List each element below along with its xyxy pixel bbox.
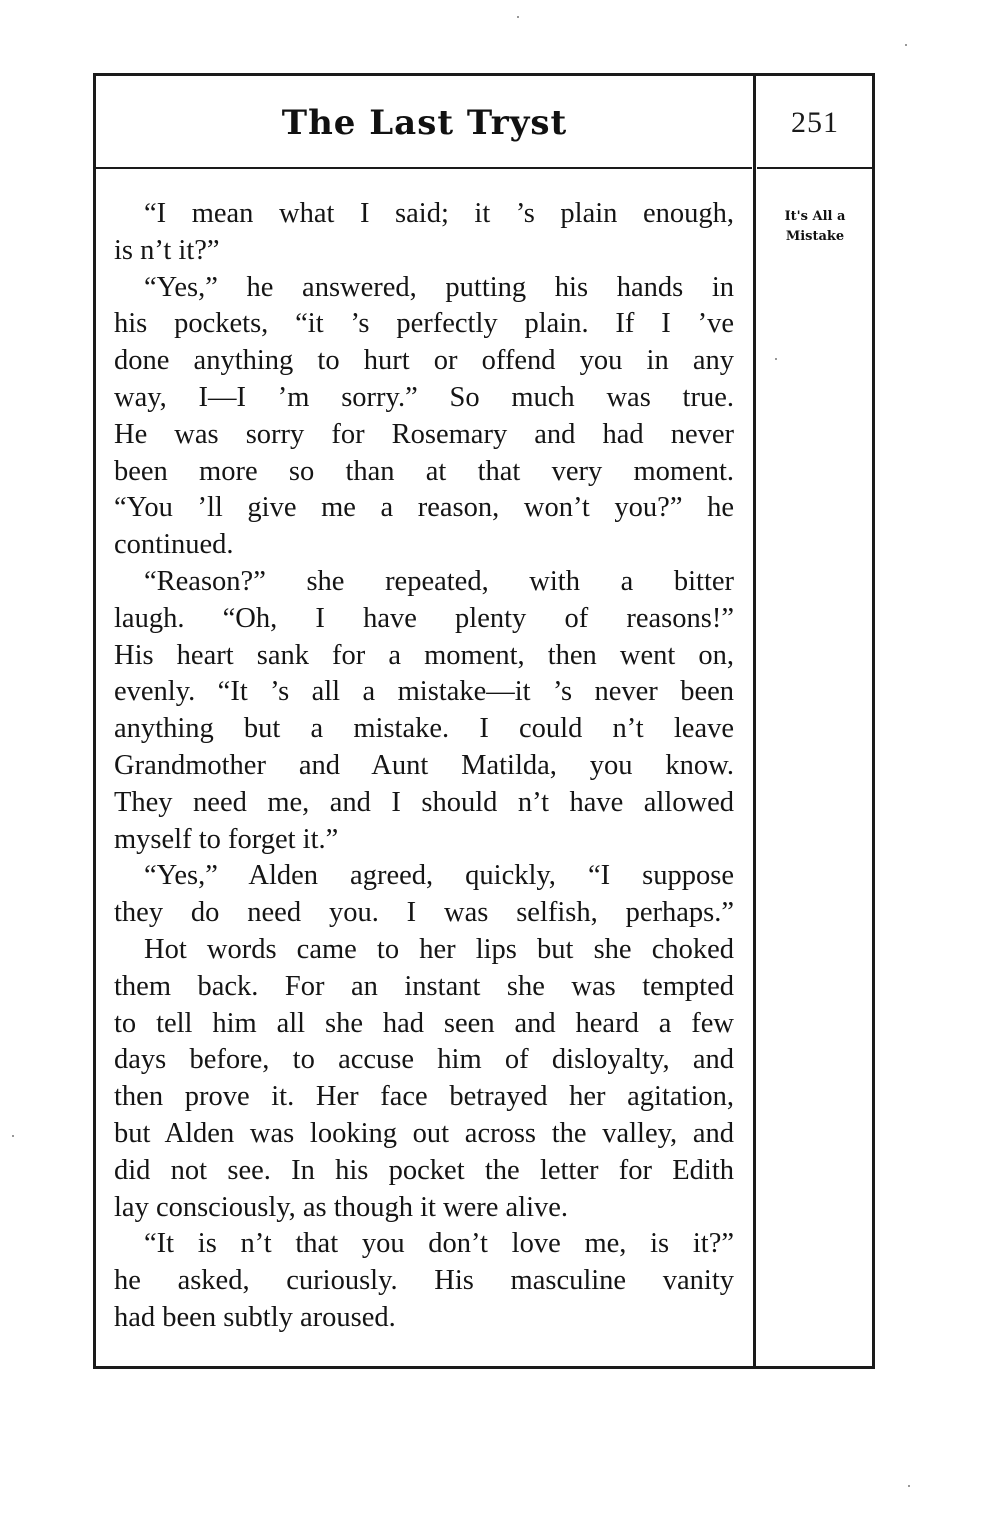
text-line: had been subtly aroused.	[114, 1301, 396, 1333]
text-line: evenly. “It ’s all a mistake—it ’s never been	[114, 676, 734, 708]
paper-speck	[12, 1135, 14, 1137]
text-line: to tell him all she had seen and heard a few	[114, 1007, 734, 1039]
text-line: They need me, and I should n’t have allowed	[114, 786, 734, 818]
text-line: lay consciously, as though it were alive.	[114, 1191, 569, 1223]
text-line: Grandmother and Aunt Matilda, you know.	[114, 749, 734, 781]
text-line: way, I—I ’m sorry.” So much was true.	[114, 381, 734, 413]
header-rule	[96, 167, 752, 169]
text-line: then prove it. Her face betrayed her agitation,	[114, 1081, 734, 1113]
text-line: he asked, curiously. His masculine vanity	[114, 1265, 734, 1297]
text-line: continued.	[114, 529, 234, 561]
text-line: laugh. “Oh, I have plenty of reasons!”	[114, 602, 734, 634]
margin-note-line: It's All a	[784, 209, 846, 224]
text-line: He was sorry for Rosemary and had never	[114, 418, 734, 450]
text-line: been more so than at that very moment.	[114, 455, 734, 487]
text-line: “Yes,” he answered, putting his hands in	[144, 271, 734, 303]
text-line: did not see. In his pocket the letter for Edith	[114, 1154, 734, 1186]
header-rule-margin	[757, 167, 873, 169]
margin-note	[757, 207, 873, 247]
text-line: “You ’ll give me a reason, won’t you?” he	[114, 492, 734, 524]
text-line: they do need you. I was selfish, perhaps.”	[114, 897, 734, 929]
text-line: His heart sank for a moment, then went on,	[114, 639, 734, 671]
paper-speck	[517, 16, 519, 18]
margin-note-line: Mistake	[785, 229, 845, 244]
text-line: “I mean what I said; it ’s plain enough,	[144, 198, 734, 229]
text-line: Hot words came to her lips but she choked	[144, 933, 734, 965]
text-line: “Reason?” she repeated, with a bitter	[144, 565, 734, 597]
text-line: myself to forget it.”	[114, 823, 339, 855]
text-line: “It is n’t that you don’t love me, is it?”	[144, 1228, 734, 1260]
text-line: days before, to accuse him of disloyalty, and	[114, 1044, 734, 1076]
margin-column-divider	[753, 73, 756, 1369]
text-line: is n’t it?”	[114, 234, 220, 266]
text-line: “Yes,” Alden agreed, quickly, “I suppose	[144, 860, 734, 892]
page-number: 251	[791, 106, 839, 139]
paper-speck	[908, 1485, 910, 1487]
text-line: his pockets, “it ’s perfectly plain. If I ’ve	[114, 308, 734, 340]
body-text	[114, 196, 734, 1337]
text-line: them back. For an instant she was tempted	[114, 970, 734, 1002]
paper-speck	[905, 44, 907, 46]
text-line: anything but a mistake. I could n’t leave	[114, 713, 734, 745]
text-line: done anything to hurt or offend you in any	[114, 345, 734, 377]
paper-speck	[775, 358, 777, 360]
text-line: but Alden was looking out across the valley, and	[114, 1117, 734, 1149]
running-title: The Last Tryst	[281, 103, 568, 143]
